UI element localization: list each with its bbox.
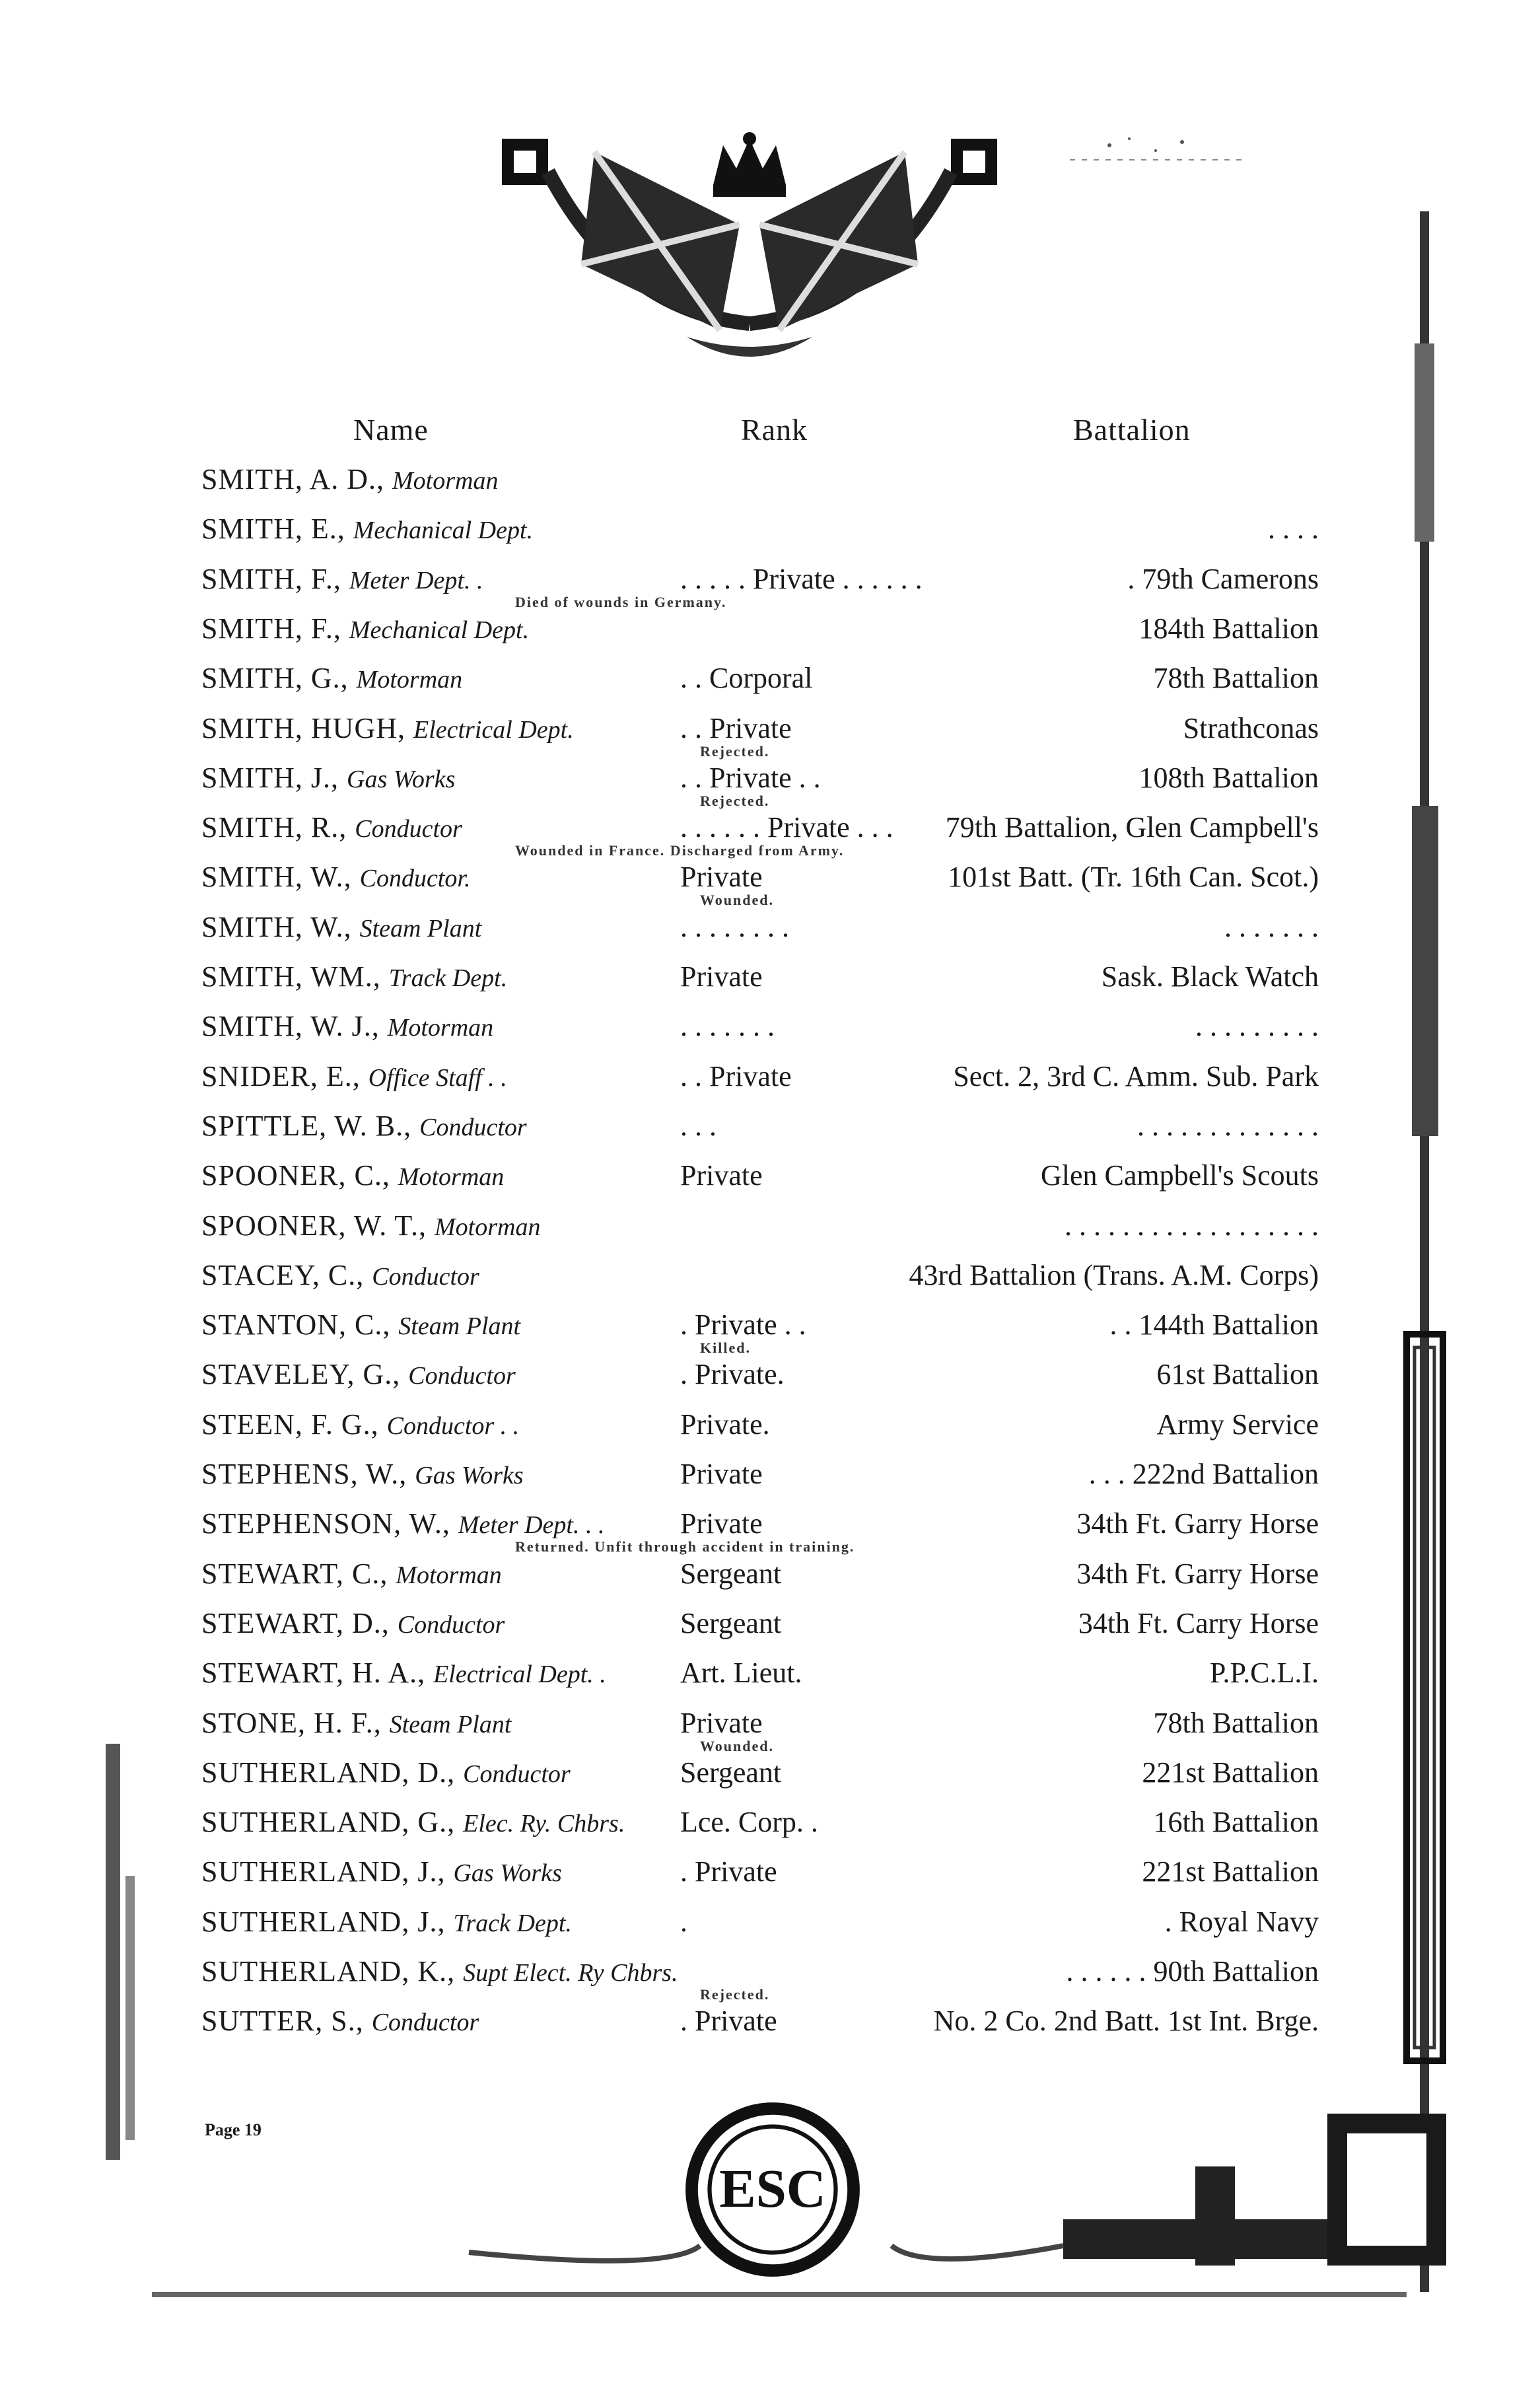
surname-initials: SUTHERLAND, K.,: [201, 1955, 464, 1987]
battalion: . . 144th Battalion: [1109, 1308, 1319, 1341]
rank: Sergeant: [680, 1557, 782, 1590]
battalion: 78th Battalion: [1153, 1706, 1319, 1739]
rank: . . Private: [680, 1059, 792, 1092]
roster-row: [0, 612, 1540, 651]
battalion: . Royal Navy: [1164, 1905, 1319, 1938]
employee-name: [201, 562, 483, 596]
employee-name: [201, 1009, 493, 1043]
roster-row: [0, 1805, 1540, 1845]
surname-initials: SUTHERLAND, G.,: [201, 1806, 464, 1839]
roster-row: [0, 910, 1540, 950]
employee-name: [201, 860, 470, 894]
roster-row: [0, 1756, 1540, 1795]
surname-initials: SMITH, G.,: [201, 662, 357, 695]
department: Mechanical Dept.: [353, 517, 534, 545]
roster-row: [0, 1855, 1540, 1894]
department: Steam Plant: [359, 914, 482, 943]
department: Conductor.: [359, 865, 471, 893]
rank: Lce. Corp. .: [680, 1806, 818, 1839]
employee-name: [201, 1209, 540, 1242]
battalion: 78th Battalion: [1153, 662, 1319, 695]
department: Gas Works: [415, 1462, 524, 1489]
battalion: Sect. 2, 3rd C. Amm. Sub. Park: [953, 1059, 1319, 1092]
rank: . Private: [680, 2005, 777, 2038]
surname-initials: SPITTLE, W. B.,: [201, 1109, 420, 1142]
department: Gas Works: [347, 765, 456, 793]
rank: .: [680, 1905, 687, 1938]
roster-row: [0, 562, 1540, 602]
department: Mechanical Dept.: [349, 616, 530, 644]
service-note: Rejected.: [700, 792, 770, 809]
surname-initials: SMITH, F.,: [201, 562, 349, 595]
roster-row: [0, 512, 1540, 552]
rank: Sergeant: [680, 1606, 782, 1639]
employee-name: [201, 1706, 511, 1740]
battalion: 34th Ft. Garry Horse: [1076, 1507, 1319, 1540]
roster-row: [0, 1209, 1540, 1248]
rank: . . Corporal: [680, 662, 813, 695]
employee-name: [201, 761, 455, 795]
employee-name: [201, 612, 529, 645]
department: Conductor: [355, 815, 462, 843]
rank: . . Private . .: [680, 761, 821, 794]
roster-row: [0, 960, 1540, 999]
surname-initials: STACEY, C.,: [201, 1258, 372, 1291]
surname-initials: STEPHENSON, W.,: [201, 1507, 458, 1540]
roster-row: [0, 1357, 1540, 1397]
department: Conductor: [463, 1760, 571, 1788]
column-header-name: Name: [353, 413, 429, 446]
surname-initials: SNIDER, E.,: [201, 1059, 368, 1092]
department: Office Staff . .: [368, 1063, 507, 1092]
service-note: Wounded.: [700, 1737, 774, 1754]
roster-row: [0, 1606, 1540, 1646]
employee-name: [201, 1059, 507, 1093]
battalion: Glen Campbell's Scouts: [1040, 1159, 1319, 1192]
battalion: . . . . . . . . . . . . . . . . . .: [1065, 1209, 1319, 1242]
battalion: P.P.C.L.I.: [1209, 1657, 1319, 1690]
roster-row: [0, 1258, 1540, 1298]
surname-initials: SMITH, A. D.,: [201, 463, 393, 495]
surname-initials: STANTON, C.,: [201, 1308, 399, 1341]
surname-initials: STEPHENS, W.,: [201, 1458, 415, 1490]
roster-row: [0, 1905, 1540, 1945]
employee-name: [201, 1159, 504, 1192]
roster-row: [0, 1308, 1540, 1347]
roster-row: [0, 661, 1540, 701]
department: Electrical Dept.: [413, 715, 574, 744]
surname-initials: STEEN, F. G.,: [201, 1408, 387, 1441]
department: Motorman: [356, 666, 463, 694]
battalion: 108th Battalion: [1138, 761, 1319, 794]
rank: . Private.: [680, 1358, 785, 1391]
rank: Private.: [680, 1408, 770, 1441]
employee-name: [201, 1606, 505, 1640]
department: Motorman: [387, 1014, 494, 1042]
battalion: . . . . . . .: [1224, 910, 1319, 943]
service-note: Wounded.: [700, 892, 774, 909]
rank: . Private: [680, 1855, 777, 1888]
rank: Private: [680, 1159, 763, 1192]
battalion: Strathconas: [1183, 711, 1319, 744]
battalion: 221st Battalion: [1142, 1855, 1319, 1888]
battalion: 34th Ft. Garry Horse: [1076, 1557, 1319, 1590]
service-note: Returned. Unfit through accident in training.: [515, 1538, 855, 1555]
rank: . . .: [680, 1109, 717, 1142]
battalion: . . . . . . . . . . . . .: [1137, 1109, 1319, 1142]
roster-row: [0, 1656, 1540, 1696]
surname-initials: SMITH, HUGH,: [201, 711, 413, 744]
employee-name: [201, 462, 498, 496]
rank: Private: [680, 960, 763, 993]
department: Gas Works: [453, 1859, 562, 1888]
rank: . . Private: [680, 711, 792, 744]
rank: Art. Lieut.: [680, 1657, 802, 1690]
department: Motorman: [398, 1163, 505, 1192]
roster-row: [0, 761, 1540, 801]
roster-row: [0, 1059, 1540, 1099]
department: Conductor: [372, 1262, 479, 1291]
surname-initials: SUTHERLAND, D.,: [201, 1756, 464, 1789]
department: Electrical Dept. .: [433, 1661, 606, 1689]
service-note: Died of wounds in Germany.: [515, 593, 727, 610]
column-header-rank: Rank: [741, 413, 808, 446]
department: Motorman: [435, 1213, 541, 1241]
rank: . Private . .: [680, 1308, 806, 1341]
battalion: . 79th Camerons: [1127, 562, 1319, 595]
surname-initials: STEWART, C.,: [201, 1557, 396, 1590]
battalion: 34th Ft. Carry Horse: [1078, 1606, 1319, 1639]
surname-initials: SPOONER, W. T.,: [201, 1209, 435, 1242]
employee-name: [201, 1357, 516, 1391]
department: Elec. Ry. Chbrs.: [463, 1810, 625, 1838]
service-note: Killed.: [700, 1339, 751, 1357]
battalion: 43rd Battalion (Trans. A.M. Corps): [909, 1258, 1319, 1291]
battalion: . . . . . . 90th Battalion: [1066, 1955, 1319, 1987]
department: Conductor . .: [386, 1411, 520, 1440]
battalion: 79th Battalion, Glen Campbell's: [945, 811, 1319, 844]
service-note: Rejected.: [700, 742, 770, 760]
employee-name: [201, 810, 462, 844]
employee-name: [201, 661, 462, 695]
rank: . . . . . . .: [680, 1010, 775, 1043]
rank: Private: [680, 861, 763, 894]
employee-name: [201, 2004, 479, 2038]
surname-initials: SUTTER, S.,: [201, 2005, 372, 2038]
employee-name: [201, 910, 481, 944]
rank: Private: [680, 1458, 763, 1490]
employee-name: [201, 960, 507, 993]
rank: Private: [680, 1706, 763, 1739]
employee-name: [201, 711, 574, 745]
surname-initials: SMITH, W. J.,: [201, 1010, 388, 1043]
battalion: Army Service: [1156, 1408, 1319, 1441]
rank: Private: [680, 1507, 763, 1540]
crown-flags-emblem: [489, 112, 1010, 376]
surname-initials: SMITH, E.,: [201, 513, 353, 546]
surname-initials: SMITH, W.,: [201, 910, 360, 943]
battalion: . . . . . . . . .: [1195, 1010, 1319, 1043]
surname-initials: SMITH, F.,: [201, 612, 349, 645]
column-header-battalion: Battalion: [1073, 413, 1191, 446]
department: Conductor: [371, 2009, 479, 2037]
employee-name: [201, 1408, 519, 1441]
surname-initials: SPOONER, C.,: [201, 1159, 398, 1192]
roster-row: [0, 1159, 1540, 1198]
surname-initials: SUTHERLAND, J.,: [201, 1905, 454, 1938]
employee-name: [201, 1557, 502, 1590]
svg-text:ESC: ESC: [719, 2157, 826, 2219]
department: Conductor: [419, 1113, 527, 1141]
surname-initials: STEWART, D.,: [201, 1606, 398, 1639]
rank: Sergeant: [680, 1756, 782, 1789]
department: Meter Dept. . .: [458, 1511, 605, 1540]
department: Conductor: [397, 1610, 505, 1639]
roster-row: [0, 1954, 1540, 1994]
employee-name: [201, 1109, 527, 1143]
surname-initials: SMITH, W.,: [201, 861, 360, 894]
surname-initials: SUTHERLAND, J.,: [201, 1855, 454, 1888]
department: Steam Plant: [389, 1710, 512, 1738]
surname-initials: STEWART, H. A.,: [201, 1657, 434, 1690]
employee-name: [201, 1457, 524, 1491]
surname-initials: SMITH, J.,: [201, 761, 347, 794]
rank: . . . . . Private . . . . . .: [680, 562, 923, 595]
roster-row: [0, 1009, 1540, 1049]
battalion: . . . 222nd Battalion: [1088, 1458, 1319, 1490]
battalion: . . . .: [1268, 513, 1319, 546]
decorative-specks: [1070, 125, 1248, 178]
employee-name: [201, 512, 533, 546]
battalion: Sask. Black Watch: [1101, 960, 1319, 993]
battalion: 221st Battalion: [1142, 1756, 1319, 1789]
surname-initials: STONE, H. F.,: [201, 1706, 390, 1739]
employee-name: [201, 1258, 479, 1292]
department: Track Dept.: [453, 1909, 572, 1937]
roster-row: [0, 711, 1540, 751]
rank: . . . . . . . .: [680, 910, 789, 943]
roster-row: [0, 2004, 1540, 2044]
department: Supt Elect. Ry Chbrs.: [463, 1959, 678, 1987]
company-seal-icon: [683, 2100, 862, 2279]
employee-name: [201, 1805, 625, 1839]
roster-row: [0, 1557, 1540, 1596]
service-note: Wounded in France. Discharged from Army.: [515, 842, 845, 859]
employee-name: [201, 1656, 606, 1690]
department: Motorman: [392, 467, 499, 495]
employee-name: [201, 1855, 562, 1888]
roster-row: [0, 1109, 1540, 1149]
department: Steam Plant: [398, 1312, 521, 1341]
department: Track Dept.: [388, 964, 508, 992]
surname-initials: SMITH, WM.,: [201, 960, 389, 993]
employee-name: [201, 1756, 571, 1789]
employee-name: [201, 1507, 604, 1540]
battalion: 16th Battalion: [1153, 1806, 1319, 1839]
employee-name: [201, 1905, 572, 1939]
employee-name: [201, 1308, 520, 1341]
department: Meter Dept. .: [349, 566, 483, 594]
surname-initials: STAVELEY, G.,: [201, 1358, 409, 1391]
battalion: 184th Battalion: [1138, 612, 1319, 645]
battalion: 61st Battalion: [1156, 1358, 1319, 1391]
battalion: 101st Batt. (Tr. 16th Can. Scot.): [948, 861, 1319, 894]
rank: . . . . . . Private . . .: [680, 811, 893, 844]
department: Motorman: [396, 1561, 502, 1589]
employee-name: [201, 1954, 678, 1988]
roster-row: [0, 462, 1540, 502]
roster-row: [0, 1408, 1540, 1447]
surname-initials: SMITH, R.,: [201, 811, 355, 844]
page-number: Page 19: [205, 2120, 262, 2139]
battalion: No. 2 Co. 2nd Batt. 1st Int. Brge.: [933, 2005, 1319, 2038]
roster-row: [0, 1457, 1540, 1497]
service-note: Rejected.: [700, 1986, 770, 2003]
department: Conductor: [408, 1362, 516, 1390]
